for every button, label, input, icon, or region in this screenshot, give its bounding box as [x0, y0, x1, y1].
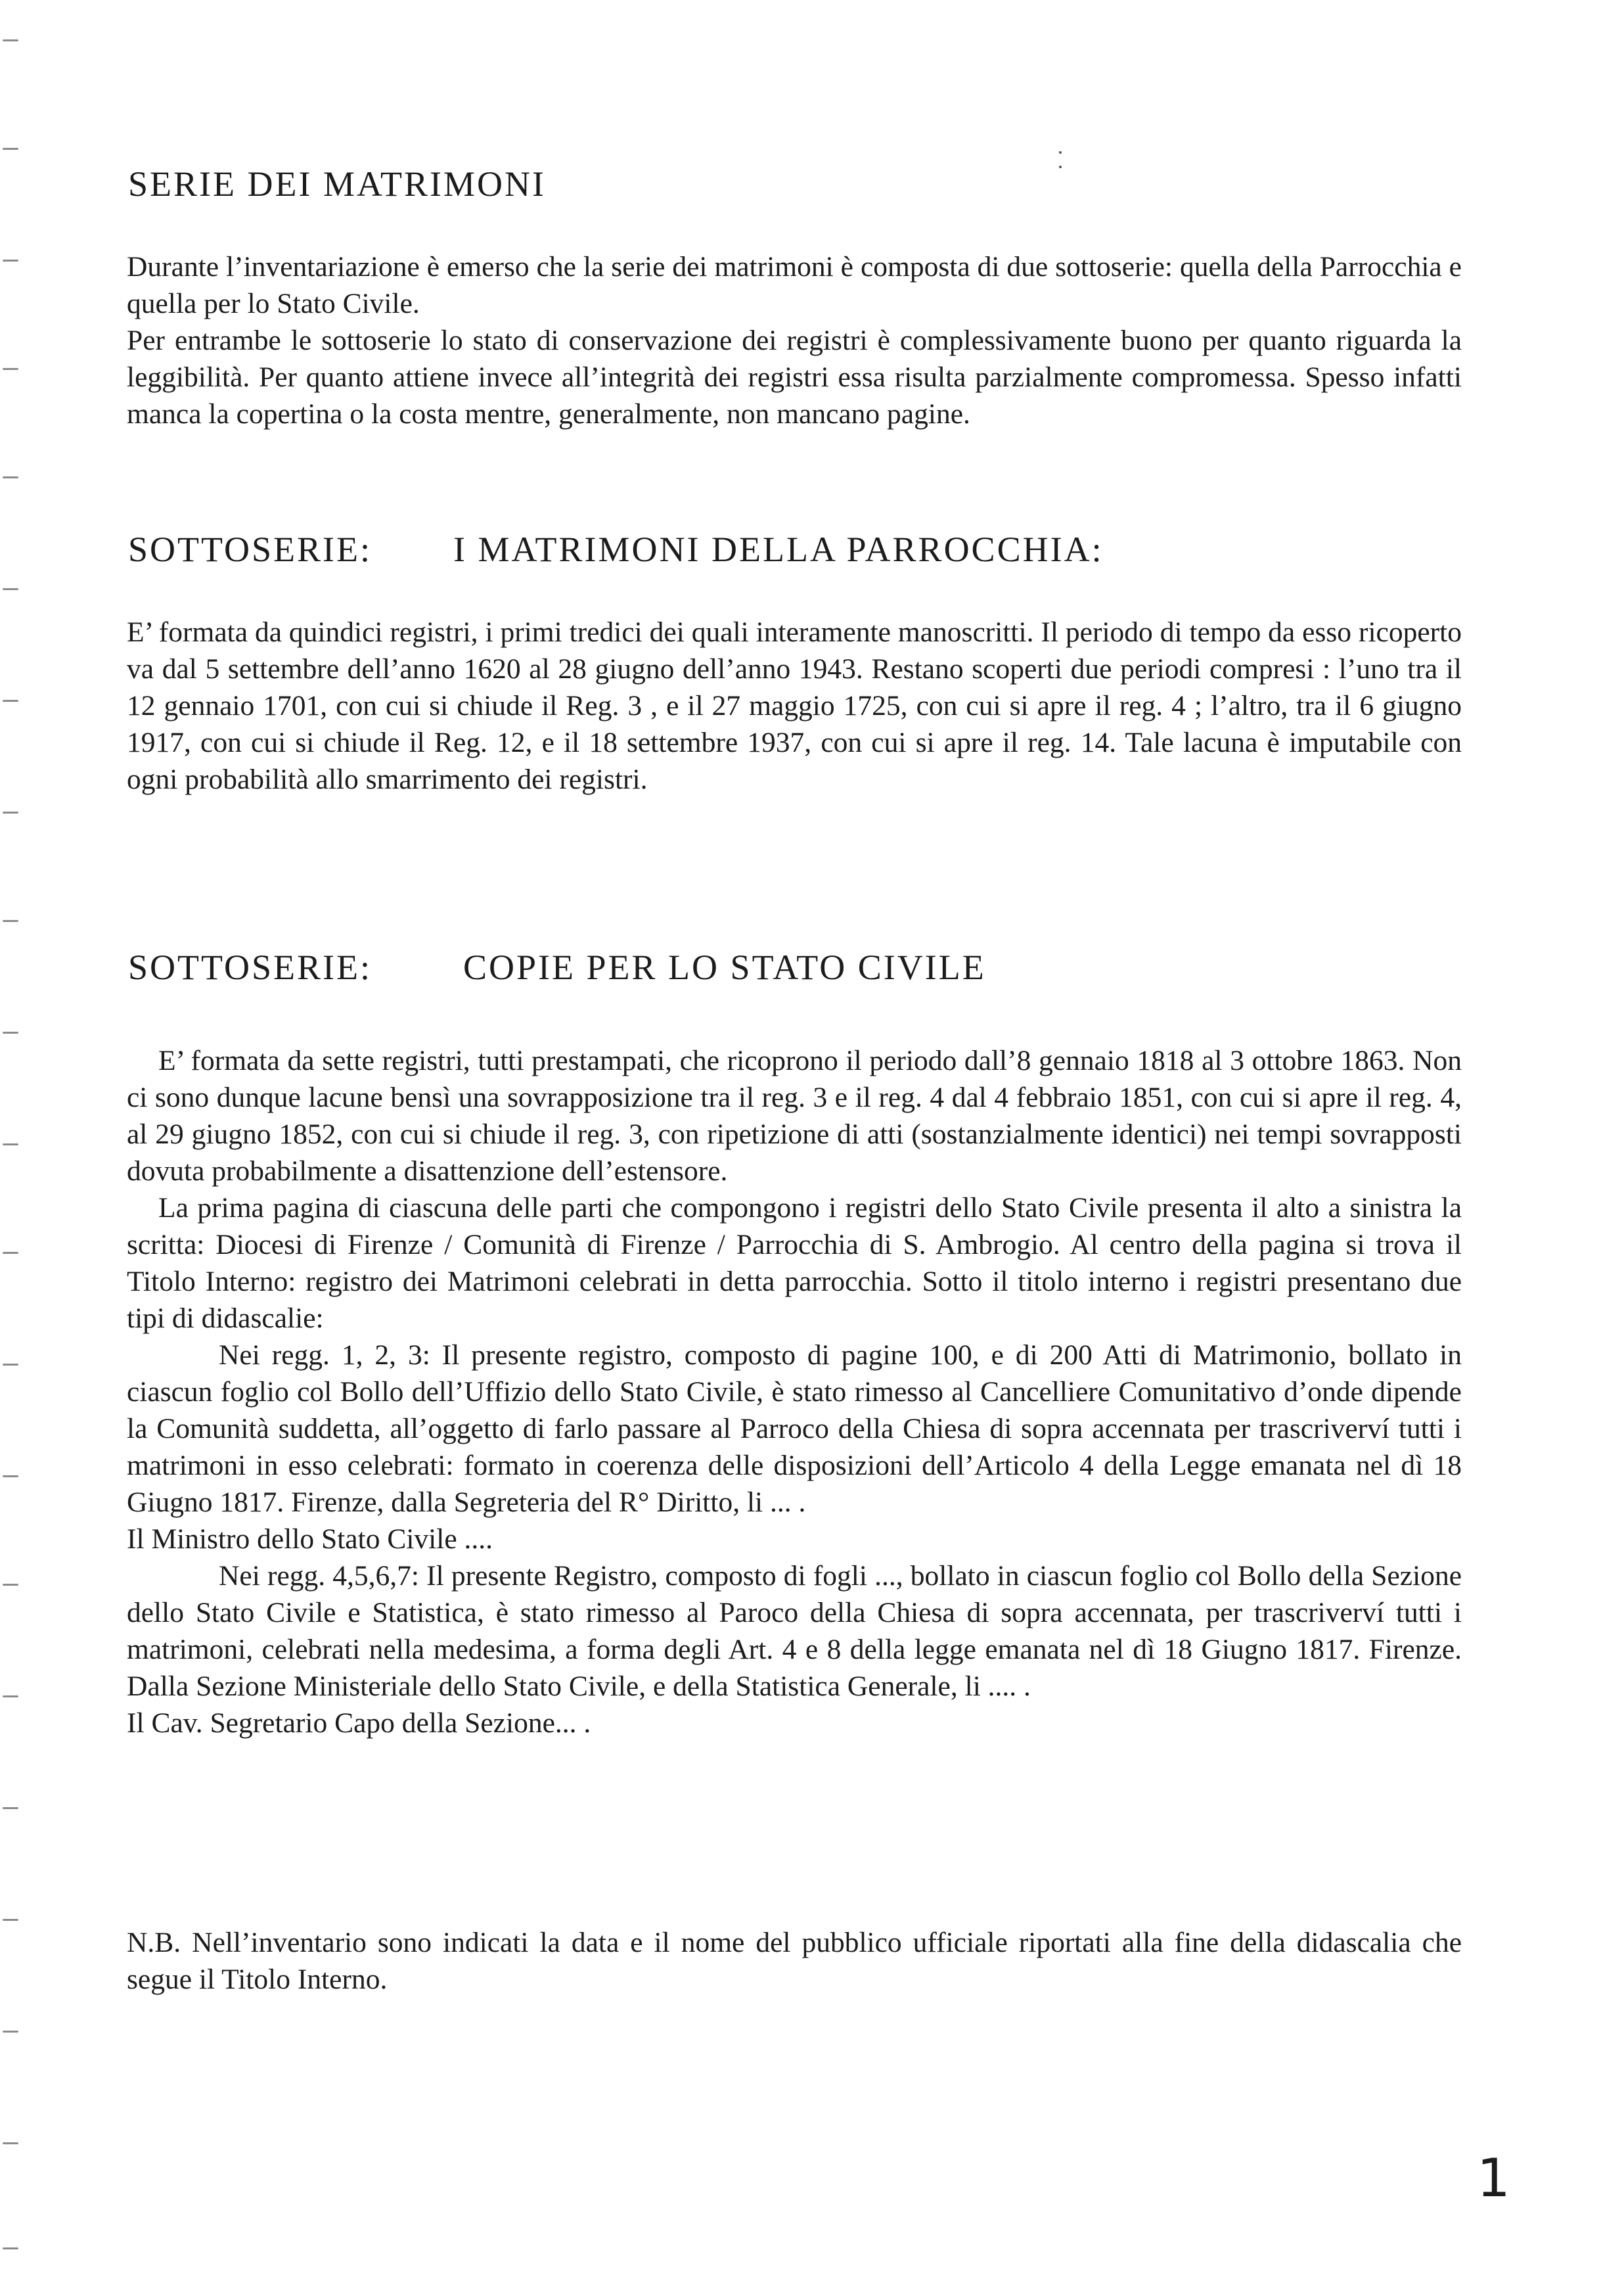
section-heading-parrocchia — [128, 528, 1104, 570]
stato-civile-body — [127, 1042, 1462, 1741]
paragraph: Nei regg. 4,5,6,7: Il presente Registro, composto di fogli ..., bollato in ciascun foglio col Bollo della Sezione dello Stato Civile e Statistica, è stato rimesso al Paroco della Chiesa di sopra accennata, per trascriverví tutti i matrimoni, celebrati nella medesima, a forma degli Art. 4 e 8 della legge emanata nel dì 18 Giugno 1817. Firenze. Dalla Sezione Ministeriale dello Stato Civile, e della Statistica Generale, li .... . — [127, 1560, 1462, 1702]
nota-paragraph: N.B. Nell’inventario sono indicati la data e il nome del pubblico ufficiale riportati alla fine della didascalia che segue il Titolo Interno. — [127, 1927, 1462, 1995]
serie-heading-text: SERIE DEI MATRIMONI — [128, 164, 546, 204]
paragraph: Durante l’inventariazione è emerso che la serie dei matrimoni è composta di due sottoserie: quella della Parrocchia e quella per lo Stato Civile. — [127, 251, 1462, 319]
scan-speck — [1059, 166, 1062, 168]
paragraph: Il Ministro dello Stato Civile .... — [127, 1523, 493, 1555]
sottoserie-label: SOTTOSERIE: — [128, 948, 372, 987]
parrocchia-title: I MATRIMONI DELLA PARROCCHIA: — [453, 530, 1104, 569]
paragraph: E’ formata da sette registri, tutti prestampati, che ricoprono il periodo dall’8 gennaio 1818 al 3 ottobre 1863. Non ci sono dunque lacune bensì una sovrapposizione tra il reg. 3 e il reg. 4 dal 4 febbraio 1851, con cui si apre il reg. 4, al 29 giugno 1852, con cui si chiude il reg. 3, con ripetizione di atti (sostanzialmente identici) nei tempi sovrapposti dovuta probabilmente a disattenzione dell’estensore. — [127, 1045, 1462, 1187]
section-heading-serie — [128, 163, 546, 205]
sottoserie-label: SOTTOSERIE: — [128, 530, 372, 569]
serie-body — [127, 248, 1462, 432]
paragraph: Il Cav. Segretario Capo della Sezione... . — [127, 1707, 591, 1739]
stato-civile-title: COPIE PER LO STATO CIVILE — [463, 948, 986, 987]
paragraph: Nei regg. 1, 2, 3: Il presente registro, composto di pagine 100, e di 200 Atti di Matrimonio, bollato in ciascun foglio col Bollo dell’Uffizio dello Stato Civile, è stato rimesso al Cancelliere Comunitativo d’onde dipende la Comunità suddetta, all’oggetto di farlo passare al Parroco della Chiesa di sopra accennata per trascriverví tutti i matrimoni in esso celebrati: formato in coerenza delle disposizioni dell’Articolo 4 della Legge emanata nel dì 18 Giugno 1817. Firenze, dalla Segreteria del R° Diritto, li ... . — [127, 1339, 1462, 1518]
paragraph: La prima pagina di ciascuna delle parti che compongono i registri dello Stato Civile presenta il alto a sinistra la scritta: Diocesi di Firenze / Comunità di Firenze / Parrocchia di S. Ambrogio. Al centro della pagina si trova il Titolo Interno: registro dei Matrimoni celebrati in detta parrocchia. Sotto il titolo interno i registri presentano due tipi di didascalie: — [127, 1192, 1462, 1334]
paragraph: Per entrambe le sottoserie lo stato di conservazione dei registri è complessivamente buono per quanto riguarda la leggibilità. Per quanto attiene invece all’integrità dei registri essa risulta parzialmente compromessa. Spesso infatti manca la copertina o la costa mentre, generalmente, non mancano pagine. — [127, 325, 1462, 430]
nota-body — [127, 1924, 1462, 1998]
binding-marks — [0, 0, 26, 2279]
parrocchia-body — [127, 614, 1462, 798]
paragraph: E’ formata da quindici registri, i primi tredici dei quali interamente manoscritti. Il periodo di tempo da esso ricoperto va dal 5 settembre dell’anno 1620 al 28 giugno dell’anno 1943. Restano scoperti due periodi compresi : l’uno tra il 12 gennaio 1701, con cui si chiude il Reg. 3 , e il 27 maggio 1725, con cui si apre il reg. 4 ; l’altro, tra il 6 giugno 1917, con cui si chiude il Reg. 12, e il 18 settembre 1937, con cui si apre il reg. 14. Tale lacuna è imputabile con ogni probabilità allo smarrimento dei registri. — [127, 616, 1462, 795]
scan-speck — [1059, 151, 1062, 154]
section-heading-stato-civile — [128, 946, 986, 988]
page-number: 1 — [1477, 2148, 1510, 2209]
